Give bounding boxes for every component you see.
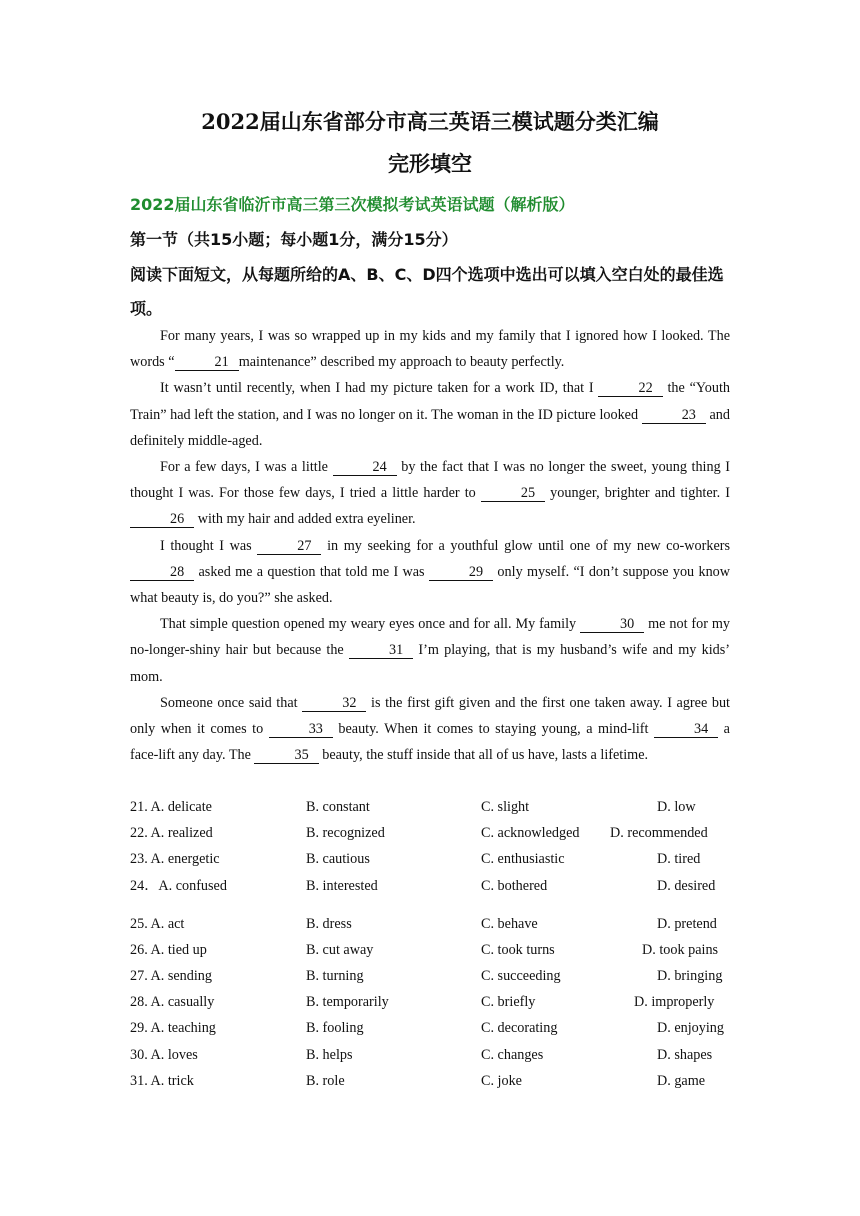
option-row-24 bbox=[130, 873, 750, 911]
option-d: D. shapes bbox=[657, 1046, 713, 1063]
option-b: B. dress bbox=[306, 915, 352, 932]
blank-28: 28 bbox=[130, 565, 194, 581]
blank-24: 24 bbox=[333, 460, 397, 476]
option-d: D. pretend bbox=[657, 915, 717, 932]
passage-text: I’m playing, that is my husband’s wife and my kids’ mom. bbox=[130, 642, 730, 685]
option-c: C. joke bbox=[481, 1072, 522, 1089]
option-c: C. acknowledged bbox=[481, 825, 580, 842]
passage-text: I thought I was bbox=[160, 537, 258, 554]
option-row-30 bbox=[130, 1042, 750, 1068]
blank-22: 22 bbox=[598, 381, 662, 397]
option-c: C. slight bbox=[481, 799, 530, 815]
option-d: D. low bbox=[657, 799, 696, 815]
option-b: B. temporarily bbox=[306, 994, 389, 1011]
option-b: B. turning bbox=[306, 967, 364, 984]
passage-text: asked me a question that told me I was bbox=[194, 563, 429, 580]
option-c: C. behave bbox=[481, 915, 538, 932]
option-a: 26. A. tied up bbox=[130, 941, 207, 958]
option-a: 31. A. trick bbox=[130, 1072, 194, 1089]
passage-text: Someone once said that bbox=[160, 694, 303, 711]
option-d: D. improperly bbox=[634, 994, 715, 1011]
passage-text: in my seeking for a youthful glow until one of my new co-workers bbox=[321, 537, 730, 554]
option-a: 22. A. realized bbox=[130, 825, 213, 842]
option-a: 24．A. confused bbox=[130, 877, 227, 894]
option-d: D. desired bbox=[657, 877, 716, 894]
option-d: D. game bbox=[657, 1072, 706, 1089]
blank-34: 34 bbox=[654, 722, 718, 738]
option-c: C. changes bbox=[481, 1046, 544, 1063]
option-a: 27. A. sending bbox=[130, 967, 212, 984]
option-b: B. interested bbox=[306, 877, 378, 894]
passage-text: me not for my no-longer-shiny hair but because the bbox=[130, 616, 731, 659]
passage-paragraph-2 bbox=[130, 375, 730, 454]
option-a: 21. A. delicate bbox=[130, 799, 212, 815]
option-row-31 bbox=[130, 1068, 750, 1094]
passage-text: For a few days, I was a little bbox=[160, 459, 333, 476]
passage-paragraph-4 bbox=[130, 533, 730, 612]
passage-text: with my hair and added extra eyeliner. bbox=[194, 511, 416, 528]
document-title: 2022届山东省部分市高三英语三模试题分类汇编 bbox=[201, 109, 659, 134]
blank-33: 33 bbox=[269, 722, 333, 738]
passage-text: and definitely middle-aged. bbox=[130, 406, 730, 449]
option-a: 28. A. casually bbox=[130, 994, 215, 1011]
option-a: 23. A. energetic bbox=[130, 851, 220, 868]
option-a: 25. A. act bbox=[130, 915, 185, 932]
exam-source-heading: 2022届山东省临沂市高三第三次模拟考试英语试题（解析版） bbox=[130, 195, 575, 214]
option-c: C. succeeding bbox=[481, 967, 561, 984]
option-d: D. recommended bbox=[610, 825, 708, 842]
option-b: B. role bbox=[306, 1072, 345, 1089]
blank-30: 30 bbox=[580, 617, 644, 633]
blank-25: 25 bbox=[481, 486, 545, 502]
answer-options bbox=[130, 794, 750, 1094]
option-c: C. briefly bbox=[481, 994, 536, 1011]
option-d: D. took pains bbox=[642, 941, 719, 958]
option-c: C. took turns bbox=[481, 941, 555, 958]
blank-31: 31 bbox=[349, 643, 413, 659]
passage-text: beauty, the stuff inside that all of us have, lasts a lifetime. bbox=[318, 747, 649, 764]
passage-text: is the first gift given and the first one taken away. I agree but only when it comes to bbox=[130, 694, 731, 738]
passage-text: only myself. “I don’t suppose you know what beauty is, do you?” she asked. bbox=[130, 563, 730, 607]
option-c: C. bothered bbox=[481, 877, 548, 894]
blank-26: 26 bbox=[130, 512, 194, 528]
instructions: 阅读下面短文，从每题所给的A、B、C、D四个选项中选出可以填入空白处的最佳选项。 bbox=[130, 265, 724, 318]
option-row-26 bbox=[130, 937, 750, 963]
option-d: D. enjoying bbox=[657, 1020, 724, 1037]
blank-23: 23 bbox=[642, 408, 706, 424]
document-subtitle-topic: 完形填空 bbox=[388, 151, 472, 176]
section-heading: 第一节（共15小题；每小题1分，满分15分） bbox=[130, 230, 458, 249]
option-b: B. recognized bbox=[306, 825, 385, 842]
option-b: B. cut away bbox=[306, 941, 374, 958]
passage-text: maintenance” described my approach to beauty perfectly. bbox=[238, 354, 565, 371]
blank-21: 21 bbox=[175, 355, 239, 371]
passage-text: younger, brighter and tighter. I bbox=[545, 485, 730, 502]
cloze-passage bbox=[130, 323, 730, 768]
passage-text: the “Youth Train” had left the station, and I was no longer on it. The woman in the ID picture looked bbox=[130, 380, 730, 423]
passage-text: For many years, I was so wrapped up in my kids and my family that I ignored how I looked. The words “ bbox=[130, 328, 730, 371]
option-b: B. cautious bbox=[306, 851, 370, 868]
option-c: C. decorating bbox=[481, 1020, 558, 1037]
passage-text: That simple question opened my weary eyes once and for all. My family bbox=[160, 616, 581, 633]
option-b: B. constant bbox=[306, 799, 370, 815]
passage-paragraph-3 bbox=[130, 454, 730, 533]
passage-text: by the fact that I was no longer the sweet, young thing I thought I was. For those few days, I tried a little harder to bbox=[130, 459, 730, 502]
blank-27: 27 bbox=[257, 539, 321, 555]
option-row-29 bbox=[130, 1015, 750, 1041]
option-d: D. tired bbox=[657, 851, 701, 868]
option-row-27 bbox=[130, 963, 750, 989]
blank-32: 32 bbox=[302, 696, 366, 712]
option-a: 30. A. loves bbox=[130, 1046, 198, 1063]
option-row-23 bbox=[130, 846, 750, 872]
blank-29: 29 bbox=[429, 565, 493, 581]
blank-35: 35 bbox=[254, 748, 318, 764]
option-c: C. enthusiastic bbox=[481, 851, 565, 868]
option-row-25 bbox=[130, 911, 750, 937]
passage-paragraph-5 bbox=[130, 611, 730, 690]
option-a: 29. A. teaching bbox=[130, 1020, 216, 1037]
option-d: D. bringing bbox=[657, 967, 723, 984]
option-row-21 bbox=[130, 794, 750, 820]
option-row-28 bbox=[130, 989, 750, 1015]
option-row-22 bbox=[130, 820, 750, 846]
passage-text: a face-lift any day. The bbox=[130, 721, 730, 764]
passage-paragraph-1 bbox=[130, 323, 730, 375]
option-b: B. fooling bbox=[306, 1020, 364, 1037]
passage-text: It wasn’t until recently, when I had my picture taken for a work ID, that I bbox=[160, 380, 599, 397]
option-b: B. helps bbox=[306, 1046, 353, 1063]
passage-text: beauty. When it comes to staying young, a mind-lift bbox=[332, 721, 654, 738]
passage-paragraph-6 bbox=[130, 690, 730, 769]
